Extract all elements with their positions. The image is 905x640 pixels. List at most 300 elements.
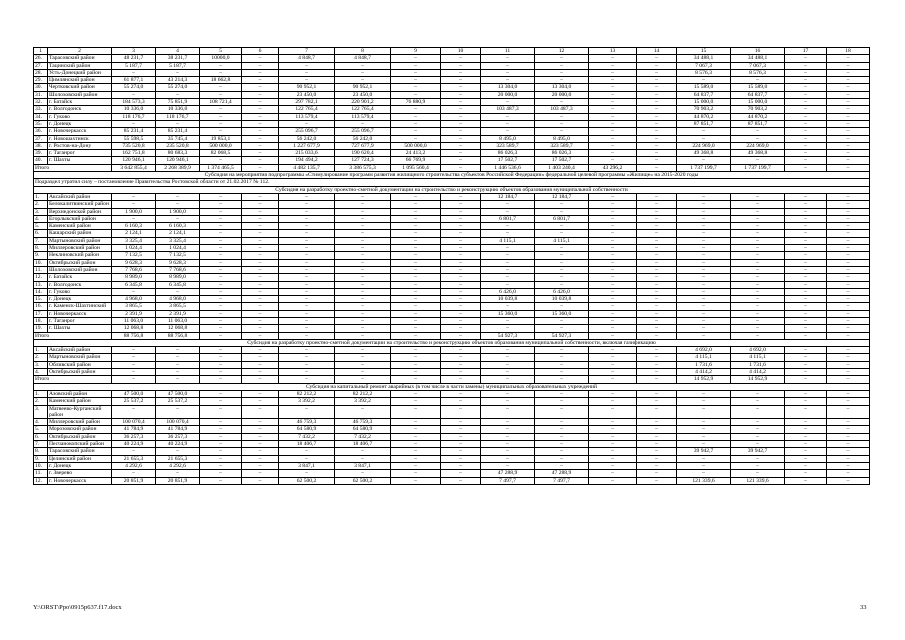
table-cell: 120 946,1 bbox=[112, 157, 156, 164]
table-cell: – bbox=[242, 69, 279, 76]
table-cell: – bbox=[731, 128, 785, 135]
table-cell: 47 288,9 bbox=[481, 470, 535, 477]
table-cell: 2 124,1 bbox=[156, 230, 200, 237]
table-cell: – bbox=[200, 252, 242, 259]
table-cell: – bbox=[589, 55, 637, 62]
table-cell: – bbox=[785, 376, 827, 383]
table-cell: – bbox=[391, 245, 441, 252]
table-cell: – bbox=[637, 376, 677, 383]
table-cell: – bbox=[637, 91, 677, 98]
table-cell: – bbox=[441, 376, 481, 383]
table-cell: – bbox=[827, 106, 870, 113]
table-cell: – bbox=[535, 245, 589, 252]
table-cell: – bbox=[535, 419, 589, 426]
row-number: 34. bbox=[34, 113, 48, 120]
table-cell: 8 576,3 bbox=[677, 69, 731, 76]
municipality-name: Матвеево-Курганский район bbox=[48, 405, 112, 419]
table-cell: – bbox=[827, 303, 870, 310]
table-cell: – bbox=[589, 419, 637, 426]
table-cell: – bbox=[785, 470, 827, 477]
table-cell: – bbox=[242, 288, 279, 295]
table-cell: – bbox=[677, 77, 731, 84]
total-label: Итого bbox=[34, 164, 112, 171]
table-cell: – bbox=[156, 405, 200, 419]
municipality-name: г. Гуково bbox=[48, 113, 112, 120]
column-header: 14 bbox=[637, 48, 677, 55]
table-cell: – bbox=[200, 84, 242, 91]
table-cell: – bbox=[731, 433, 785, 440]
municipality-name: г. Шахты bbox=[48, 325, 112, 332]
table-cell: 76 880,9 bbox=[391, 99, 441, 106]
table-cell: – bbox=[589, 99, 637, 106]
table-cell: – bbox=[441, 274, 481, 281]
table-cell: 4 115,1 bbox=[731, 354, 785, 361]
table-cell: – bbox=[279, 281, 335, 288]
table-cell: – bbox=[481, 274, 535, 281]
table-cell: 54 927,3 bbox=[535, 332, 589, 339]
table-cell: 1 731,6 bbox=[731, 361, 785, 368]
table-cell: – bbox=[391, 296, 441, 303]
table-cell: – bbox=[589, 215, 637, 222]
table-cell: – bbox=[535, 361, 589, 368]
table-cell: – bbox=[156, 201, 200, 208]
table-row bbox=[34, 135, 870, 142]
table-cell: – bbox=[589, 433, 637, 440]
table-cell: 6 426,0 bbox=[535, 288, 589, 295]
table-cell: – bbox=[112, 361, 156, 368]
table-cell: 9 628,3 bbox=[112, 259, 156, 266]
table-cell: – bbox=[731, 470, 785, 477]
table-cell: – bbox=[827, 84, 870, 91]
table-cell: – bbox=[637, 245, 677, 252]
table-cell: – bbox=[535, 347, 589, 354]
table-cell: – bbox=[785, 317, 827, 324]
table-cell: – bbox=[637, 106, 677, 113]
table-cell: 86 026,3 bbox=[481, 150, 535, 157]
table-cell: – bbox=[535, 376, 589, 383]
table-cell: – bbox=[589, 354, 637, 361]
table-cell: – bbox=[441, 230, 481, 237]
table-cell: – bbox=[785, 252, 827, 259]
table-cell: – bbox=[441, 157, 481, 164]
table-cell: – bbox=[200, 157, 242, 164]
row-number: 31. bbox=[34, 91, 48, 98]
table-cell: – bbox=[827, 135, 870, 142]
table-cell: – bbox=[391, 208, 441, 215]
table-cell: 40 224,9 bbox=[112, 441, 156, 448]
table-cell: 62 500,2 bbox=[279, 477, 335, 484]
table-cell: – bbox=[335, 237, 391, 244]
table-cell: – bbox=[156, 361, 200, 368]
table-cell: – bbox=[156, 470, 200, 477]
table-cell: 12 068,8 bbox=[156, 325, 200, 332]
table-cell: – bbox=[279, 303, 335, 310]
table-cell: – bbox=[242, 142, 279, 149]
row-number: 11. bbox=[34, 470, 48, 477]
table-cell: – bbox=[785, 201, 827, 208]
table-cell: – bbox=[481, 448, 535, 455]
table-cell: – bbox=[827, 193, 870, 200]
table-cell: – bbox=[785, 419, 827, 426]
row-number: 2. bbox=[34, 201, 48, 208]
table-cell: 4 968,0 bbox=[156, 296, 200, 303]
table-cell: 3 325,4 bbox=[156, 237, 200, 244]
table-cell: – bbox=[637, 215, 677, 222]
table-cell: 56 242,0 bbox=[279, 135, 335, 142]
table-cell: – bbox=[827, 266, 870, 273]
table-cell: – bbox=[589, 426, 637, 433]
table-cell: – bbox=[391, 426, 441, 433]
table-cell: – bbox=[200, 310, 242, 317]
table-cell: – bbox=[589, 303, 637, 310]
table-cell: – bbox=[242, 157, 279, 164]
table-cell: – bbox=[827, 281, 870, 288]
table-cell: – bbox=[200, 245, 242, 252]
table-cell: 44 870,2 bbox=[731, 113, 785, 120]
table-cell: 20 851,9 bbox=[156, 477, 200, 484]
table-cell: 23 450,0 bbox=[279, 91, 335, 98]
table-cell: – bbox=[481, 419, 535, 426]
table-cell: – bbox=[200, 317, 242, 324]
table-row bbox=[34, 230, 870, 237]
table-cell: 43 214,3 bbox=[156, 77, 200, 84]
table-cell: – bbox=[637, 433, 677, 440]
table-cell: – bbox=[827, 369, 870, 376]
table-cell: – bbox=[391, 477, 441, 484]
table-cell: – bbox=[827, 426, 870, 433]
table-cell: – bbox=[112, 405, 156, 419]
table-row bbox=[34, 354, 870, 361]
table-cell: – bbox=[731, 274, 785, 281]
table-cell: 62 500,2 bbox=[335, 477, 391, 484]
table-row bbox=[34, 252, 870, 259]
table-cell: – bbox=[589, 106, 637, 113]
table-cell: – bbox=[481, 128, 535, 135]
table-cell: – bbox=[535, 99, 589, 106]
table-cell: – bbox=[637, 113, 677, 120]
table-cell: – bbox=[242, 223, 279, 230]
table-cell: – bbox=[785, 325, 827, 332]
table-cell: 1 095 560,4 bbox=[391, 164, 441, 171]
table-cell: – bbox=[589, 448, 637, 455]
row-number: 17. bbox=[34, 310, 48, 317]
table-cell: – bbox=[279, 201, 335, 208]
section-subheading: Подраздел утратил силу – постановление Правительства Ростовской области от 21.02.2017 № 112. bbox=[34, 179, 870, 186]
table-cell: 25 537,2 bbox=[156, 398, 200, 405]
table-cell: – bbox=[827, 310, 870, 317]
table-cell: – bbox=[677, 208, 731, 215]
municipality-name: г. Шахты bbox=[48, 157, 112, 164]
row-number: 1. bbox=[34, 347, 48, 354]
table-cell: – bbox=[441, 135, 481, 142]
table-cell: – bbox=[731, 398, 785, 405]
table-cell: 3 392,2 bbox=[279, 398, 335, 405]
table-cell: – bbox=[335, 201, 391, 208]
municipality-name: Каменский район bbox=[48, 398, 112, 405]
table-cell: 500 000,0 bbox=[200, 142, 242, 149]
table-cell: 255 096,7 bbox=[335, 128, 391, 135]
table-cell: – bbox=[112, 448, 156, 455]
table-row bbox=[34, 77, 870, 84]
section-heading: Субсидия на разработку проектно-сметной документации на строительство и реконструкцию объектов образования муниципальной собственности, включая газификацию bbox=[34, 339, 870, 346]
table-cell: – bbox=[112, 369, 156, 376]
table-cell: 118 176,7 bbox=[112, 113, 156, 120]
table-cell: 15 360,0 bbox=[535, 310, 589, 317]
table-cell: – bbox=[637, 77, 677, 84]
table-cell: – bbox=[242, 296, 279, 303]
table-cell: – bbox=[279, 120, 335, 127]
table-cell: – bbox=[200, 426, 242, 433]
table-cell: – bbox=[335, 208, 391, 215]
table-row bbox=[34, 281, 870, 288]
table-cell: – bbox=[481, 398, 535, 405]
row-number: 15. bbox=[34, 296, 48, 303]
table-cell: – bbox=[156, 193, 200, 200]
table-cell: 1 374 465,5 bbox=[200, 164, 242, 171]
table-row bbox=[34, 237, 870, 244]
table-cell: – bbox=[589, 288, 637, 295]
table-cell: – bbox=[200, 237, 242, 244]
footer-file-path: Y:\ORST\Ppo\0915p637.f17.docx bbox=[33, 604, 122, 611]
municipality-name: г. Новочеркасск bbox=[48, 128, 112, 135]
table-cell: – bbox=[481, 325, 535, 332]
table-cell: – bbox=[441, 99, 481, 106]
table-cell: 113 579,4 bbox=[279, 113, 335, 120]
table-cell: 54 927,3 bbox=[481, 332, 535, 339]
table-cell: – bbox=[731, 259, 785, 266]
table-cell: – bbox=[391, 230, 441, 237]
table-cell: 113 579,4 bbox=[335, 113, 391, 120]
table-cell: 17 502,7 bbox=[535, 157, 589, 164]
section-heading: Субсидия на мероприятия подпрограммы «Стимулирование программ развития жилищного строительства субъектов Российской Федерации» федеральной целевой программы «Жилище» на 2015-2020 годы bbox=[34, 172, 870, 179]
table-cell: – bbox=[677, 303, 731, 310]
row-number: 7. bbox=[34, 237, 48, 244]
table-cell: – bbox=[279, 230, 335, 237]
table-cell: – bbox=[785, 128, 827, 135]
column-header: 16 bbox=[731, 48, 785, 55]
table-cell: – bbox=[200, 347, 242, 354]
row-number: 11. bbox=[34, 266, 48, 273]
table-cell: – bbox=[200, 303, 242, 310]
section-heading: Субсидия на капитальный ремонт аварийных (в том числе в части замены) муниципальных образовательных учреждений bbox=[34, 383, 870, 390]
table-cell: – bbox=[637, 55, 677, 62]
table-cell: – bbox=[589, 266, 637, 273]
municipality-name: Усть-Донецкий район bbox=[48, 69, 112, 76]
table-cell: 87 851,7 bbox=[731, 120, 785, 127]
table-cell: – bbox=[242, 215, 279, 222]
table-cell: 11 063,0 bbox=[156, 317, 200, 324]
table-cell: 3 865,5 bbox=[156, 303, 200, 310]
row-number: 3. bbox=[34, 208, 48, 215]
table-cell: – bbox=[242, 113, 279, 120]
table-cell: – bbox=[731, 405, 785, 419]
table-cell: – bbox=[391, 91, 441, 98]
table-cell: – bbox=[637, 135, 677, 142]
table-cell: – bbox=[481, 455, 535, 462]
table-cell: – bbox=[441, 332, 481, 339]
table-cell: – bbox=[785, 462, 827, 469]
municipality-name: г. Донецк bbox=[48, 120, 112, 127]
table-cell: – bbox=[279, 405, 335, 419]
table-cell: 6 345,8 bbox=[112, 281, 156, 288]
table-cell: 121 339,6 bbox=[677, 477, 731, 484]
table-cell: 15 360,0 bbox=[481, 310, 535, 317]
table-cell: – bbox=[391, 252, 441, 259]
table-cell: – bbox=[335, 62, 391, 69]
municipality-name: Октябрьский район bbox=[48, 433, 112, 440]
table-cell: – bbox=[335, 266, 391, 273]
table-cell: – bbox=[637, 419, 677, 426]
table-cell: – bbox=[200, 369, 242, 376]
row-number: 40. bbox=[34, 157, 48, 164]
table-cell: – bbox=[112, 347, 156, 354]
table-cell: – bbox=[279, 215, 335, 222]
table-cell: – bbox=[441, 281, 481, 288]
table-cell: – bbox=[242, 99, 279, 106]
table-cell: – bbox=[731, 426, 785, 433]
table-cell: – bbox=[441, 142, 481, 149]
table-cell: 4 414,2 bbox=[731, 369, 785, 376]
table-cell: – bbox=[827, 55, 870, 62]
table-cell: 82 212,2 bbox=[335, 390, 391, 397]
table-cell: – bbox=[677, 317, 731, 324]
table-cell: – bbox=[279, 252, 335, 259]
table-cell: – bbox=[827, 113, 870, 120]
table-cell: – bbox=[242, 62, 279, 69]
row-number: 9. bbox=[34, 455, 48, 462]
table-cell: – bbox=[335, 215, 391, 222]
table-cell: – bbox=[481, 361, 535, 368]
table-cell: – bbox=[441, 441, 481, 448]
table-cell: – bbox=[637, 274, 677, 281]
table-cell: – bbox=[677, 310, 731, 317]
table-cell: – bbox=[785, 69, 827, 76]
table-row bbox=[34, 296, 870, 303]
table-cell: – bbox=[391, 55, 441, 62]
table-row bbox=[34, 193, 870, 200]
municipality-name: Тацинский район bbox=[48, 62, 112, 69]
table-cell: – bbox=[200, 259, 242, 266]
table-cell: – bbox=[481, 99, 535, 106]
table-cell: – bbox=[242, 259, 279, 266]
table-cell: – bbox=[335, 259, 391, 266]
table-cell: – bbox=[731, 317, 785, 324]
table-cell: – bbox=[677, 266, 731, 273]
table-cell: – bbox=[827, 201, 870, 208]
table-cell: 9 628,3 bbox=[156, 259, 200, 266]
table-cell: 20 851,9 bbox=[112, 477, 156, 484]
table-cell: – bbox=[200, 419, 242, 426]
table-cell: – bbox=[827, 288, 870, 295]
table-cell: – bbox=[391, 77, 441, 84]
table-cell: 17 502,7 bbox=[481, 157, 535, 164]
table-cell: 8 989,0 bbox=[112, 274, 156, 281]
table-cell: – bbox=[200, 69, 242, 76]
table-row bbox=[34, 99, 870, 106]
table-cell: – bbox=[242, 376, 279, 383]
table-cell: 86 026,3 bbox=[535, 150, 589, 157]
table-cell: – bbox=[637, 455, 677, 462]
table-cell: – bbox=[391, 113, 441, 120]
row-number: 14. bbox=[34, 288, 48, 295]
table-cell: – bbox=[279, 69, 335, 76]
table-cell: 24 413,2 bbox=[391, 150, 441, 157]
municipality-name: г. Донецк bbox=[48, 296, 112, 303]
row-number: 30. bbox=[34, 84, 48, 91]
table-cell: – bbox=[441, 55, 481, 62]
table-cell: – bbox=[156, 347, 200, 354]
table-cell: 1 900,0 bbox=[156, 208, 200, 215]
section-heading-row bbox=[34, 339, 870, 346]
table-row bbox=[34, 120, 870, 127]
table-cell: – bbox=[535, 223, 589, 230]
table-cell: – bbox=[391, 288, 441, 295]
table-cell: – bbox=[785, 448, 827, 455]
table-cell: – bbox=[481, 245, 535, 252]
table-cell: 10000,0 bbox=[200, 55, 242, 62]
table-cell: – bbox=[637, 120, 677, 127]
table-row bbox=[34, 274, 870, 281]
table-cell: – bbox=[785, 150, 827, 157]
table-cell: – bbox=[200, 201, 242, 208]
table-row bbox=[34, 223, 870, 230]
table-cell: – bbox=[112, 354, 156, 361]
row-number: 37. bbox=[34, 135, 48, 142]
table-cell: 49 368,8 bbox=[677, 150, 731, 157]
municipality-name: Чертковский район bbox=[48, 84, 112, 91]
table-cell: – bbox=[279, 208, 335, 215]
table-row bbox=[34, 398, 870, 405]
table-cell: – bbox=[637, 128, 677, 135]
table-cell: 15 000,0 bbox=[731, 99, 785, 106]
table-cell: 220 901,2 bbox=[335, 99, 391, 106]
table-cell: – bbox=[242, 252, 279, 259]
table-cell: – bbox=[441, 106, 481, 113]
table-cell: 6 801,7 bbox=[481, 215, 535, 222]
table-cell: – bbox=[589, 135, 637, 142]
table-cell: 88 756,8 bbox=[112, 332, 156, 339]
table-cell: 15 000,0 bbox=[677, 99, 731, 106]
table-cell: – bbox=[677, 223, 731, 230]
table-cell: – bbox=[242, 281, 279, 288]
table-cell: 4 292,6 bbox=[156, 462, 200, 469]
table-row bbox=[34, 477, 870, 484]
table-cell: 88 756,8 bbox=[156, 332, 200, 339]
table-cell: – bbox=[200, 325, 242, 332]
table-cell: – bbox=[535, 354, 589, 361]
table-cell: – bbox=[441, 237, 481, 244]
table-cell: – bbox=[827, 317, 870, 324]
table-cell: – bbox=[335, 448, 391, 455]
table-cell: – bbox=[535, 325, 589, 332]
table-cell: – bbox=[535, 433, 589, 440]
table-cell: – bbox=[242, 332, 279, 339]
table-cell: 70 903,2 bbox=[677, 106, 731, 113]
table-cell: – bbox=[242, 419, 279, 426]
table-cell: – bbox=[242, 433, 279, 440]
table-row bbox=[34, 369, 870, 376]
total-row bbox=[34, 332, 870, 339]
table-cell: – bbox=[589, 470, 637, 477]
table-cell: – bbox=[589, 84, 637, 91]
table-cell: – bbox=[677, 252, 731, 259]
table-cell: – bbox=[481, 208, 535, 215]
table-cell: – bbox=[677, 193, 731, 200]
table-cell: – bbox=[200, 120, 242, 127]
table-cell: 18 406,7 bbox=[335, 441, 391, 448]
table-cell: 3 325,4 bbox=[112, 237, 156, 244]
table-cell: – bbox=[731, 441, 785, 448]
